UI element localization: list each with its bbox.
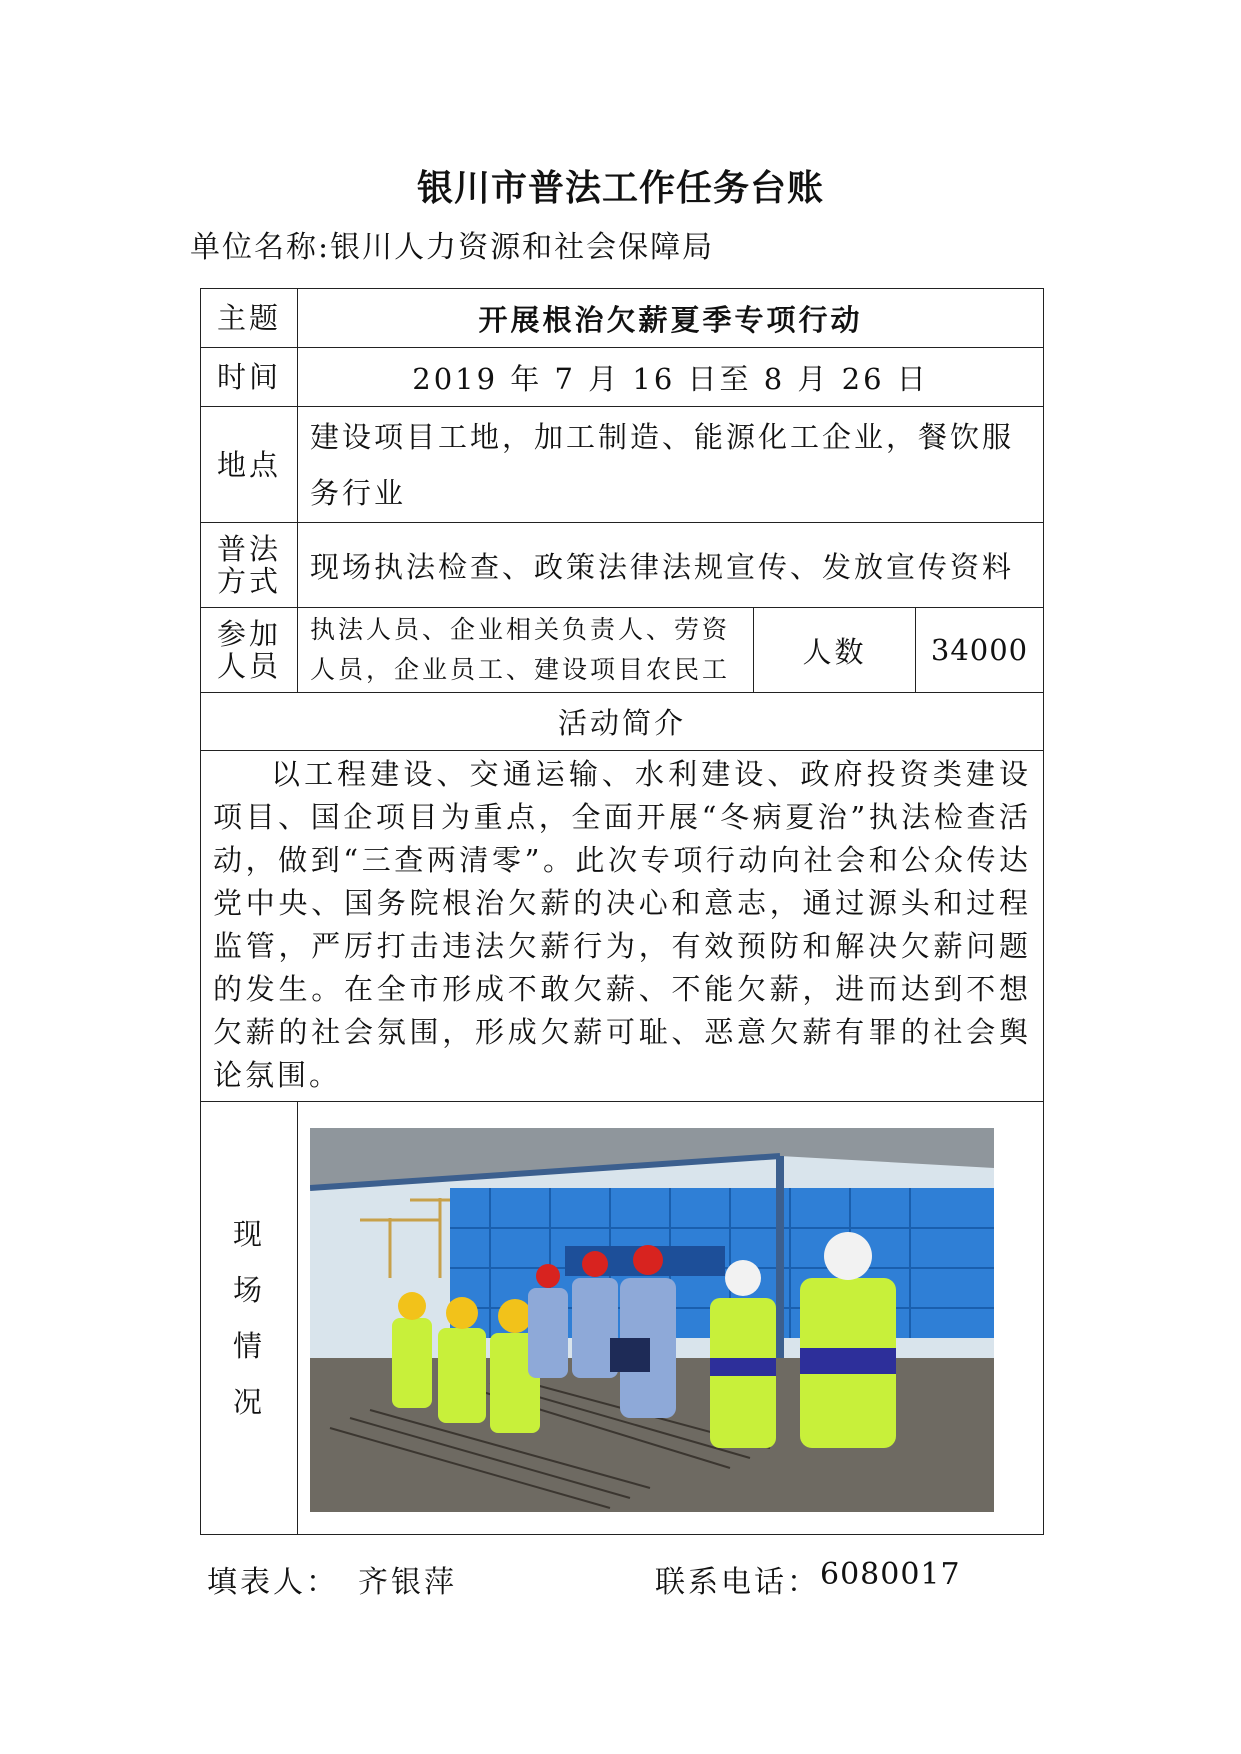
row-topic <box>201 289 1044 348</box>
row-participants <box>201 608 1044 693</box>
row-scene <box>201 1102 1044 1535</box>
time-value: 2019 年 7 月 16 日至 8 月 26 日 <box>298 348 1044 407</box>
participants-label: 参加人员 <box>201 608 298 693</box>
scene-photo <box>310 1128 994 1512</box>
document-title: 银川市普法工作任务台账 <box>416 168 824 209</box>
unit-name: 单位名称:银川人力资源和社会保障局 <box>190 230 715 265</box>
row-method <box>201 523 1044 608</box>
topic-value: 开展根治欠薪夏季专项行动 <box>298 289 1044 348</box>
row-intro-text <box>201 751 1044 1102</box>
topic-label: 主题 <box>201 289 298 348</box>
place-label: 地点 <box>201 407 298 523</box>
row-place <box>201 407 1044 523</box>
method-label: 普法方式 <box>201 523 298 608</box>
place-value: 建设项目工地，加工制造、能源化工企业，餐饮服务行业 <box>298 407 1044 523</box>
time-label: 时间 <box>201 348 298 407</box>
filler-name: 齐银萍 <box>358 1565 457 1600</box>
method-value: 现场执法检查、政策法律法规宣传、发放宣传资料 <box>298 523 1044 608</box>
filler-label: 填表人： <box>207 1565 339 1600</box>
phone-value: 6080017 <box>820 1557 961 1592</box>
intro-heading: 活动简介 <box>201 693 1044 751</box>
ledger-table <box>200 288 1044 1535</box>
row-time <box>201 348 1044 407</box>
scene-label: 现场情况 <box>201 1102 298 1535</box>
intro-text: 以工程建设、交通运输、水利建设、政府投资类建设项目、国企项目为重点，全面开展“冬病夏治”执法检查活动，做到“三查两清零”。此次专项行动向社会和公众传达党中央、国务院根治欠薪的决心和意志，通过源头和过程监管，严厉打击违法欠薪行为，有效预防和解决欠薪问题的发生。在全市形成不敢欠薪、不能欠薪，进而达到不想欠薪的社会氛围，形成欠薪可耻、恶意欠薪有罪的社会舆论氛围。 <box>213 757 1032 1092</box>
row-intro-heading <box>201 693 1044 751</box>
scene-photo-illustration <box>310 1128 994 1512</box>
count-label: 人数 <box>754 608 916 693</box>
participants-value: 执法人员、企业相关负责人、劳资人员，企业员工、建设项目农民工 <box>298 608 754 693</box>
count-value: 34000 <box>916 608 1044 693</box>
phone-label: 联系电话： <box>655 1565 820 1600</box>
